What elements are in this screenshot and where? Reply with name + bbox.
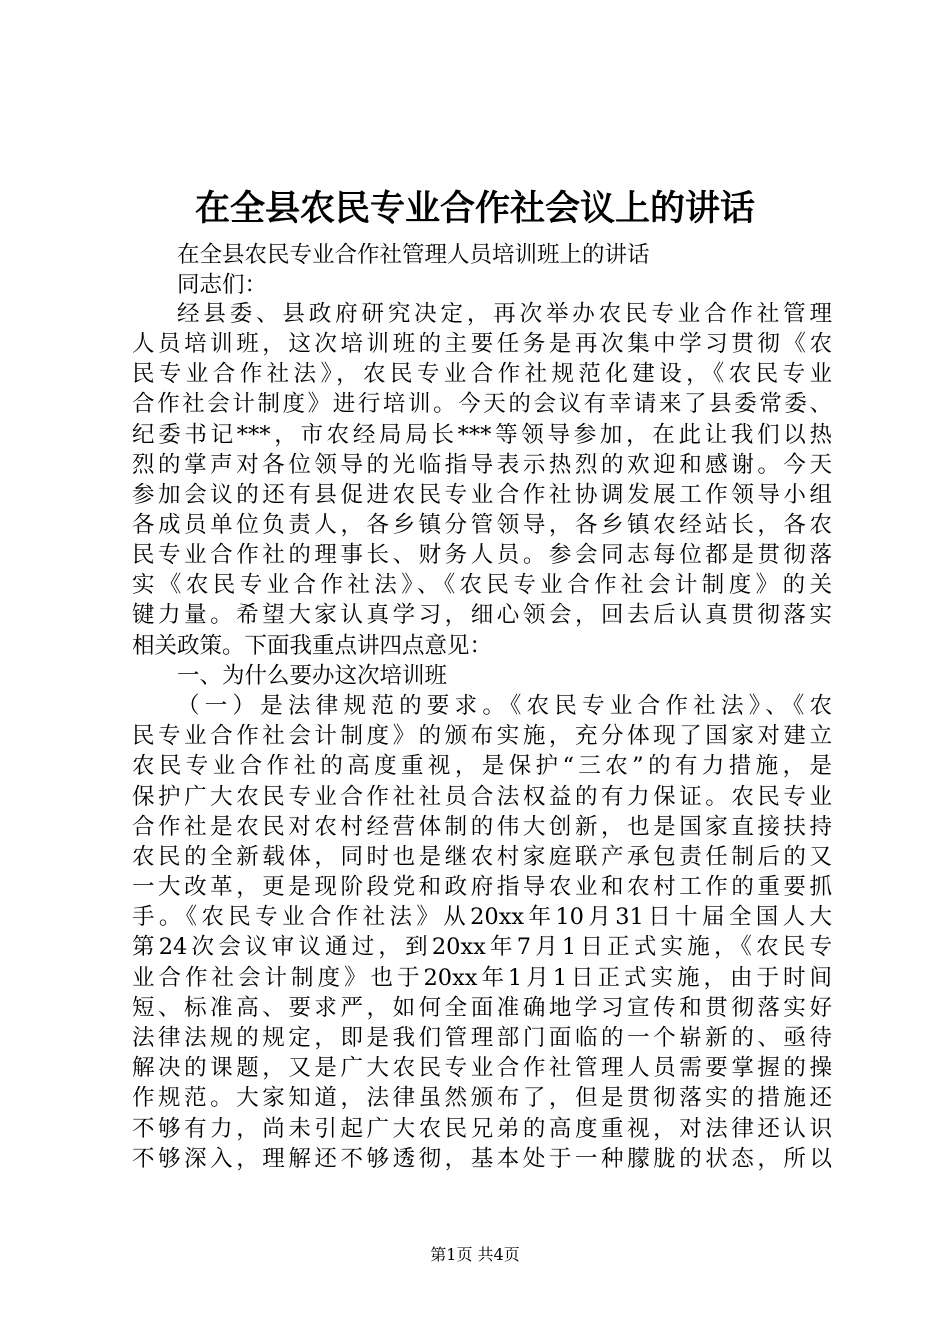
body-line: 一大改革，更是现阶段党和政府指导农业和农村工作的重要抓 xyxy=(132,874,832,900)
body-line: 合作社是农民对农村经营体制的伟大创新，也是国家直接扶持 xyxy=(132,814,832,840)
body-line: 各成员单位负责人，各乡镇分管领导，各乡镇农经站长，各农 xyxy=(132,512,832,538)
body-line: 民专业合作社法》，农民专业合作社规范化建设，《农民专业 xyxy=(132,361,832,387)
body-line: 相关政策。下面我重点讲四点意见： xyxy=(132,633,493,659)
body-line: 键力量。希望大家认真学习，细心领会，回去后认真贯彻落实 xyxy=(132,602,832,628)
body-line: 手。《农民专业合作社法》从20xx年10月31日十届全国人大 xyxy=(132,904,832,930)
body-line: 法律法规的规定，即是我们管理部门面临的一个崭新的、亟待 xyxy=(132,1025,832,1051)
body-line: （一）是法律规范的要求。《农民专业合作社法》、《农 xyxy=(177,693,832,719)
section-heading: 一、为什么要办这次培训班 xyxy=(177,663,448,689)
body-line: 民专业合作社的理事长、财务人员。参会同志每位都是贯彻落 xyxy=(132,542,832,568)
body-line: 实《农民专业合作社法》、《农民专业合作社会计制度》的关 xyxy=(132,572,832,598)
body-line: 农民的全新载体，同时也是继农村家庭联产承包责任制后的又 xyxy=(132,844,832,870)
body-line: 经县委、县政府研究决定，再次举办农民专业合作社管理 xyxy=(177,301,832,327)
body-line: 解决的课题，又是广大农民专业合作社管理人员需要掌握的操 xyxy=(132,1055,832,1081)
body-line: 合作社会计制度》进行培训。今天的会议有幸请来了县委常委、 xyxy=(132,391,832,417)
subtitle-line: 在全县农民专业合作社管理人员培训班上的讲话 xyxy=(177,242,650,268)
page-number: 第1页 共4页 xyxy=(430,1245,520,1264)
body-line: 参加会议的还有县促进农民专业合作社协调发展工作领导小组 xyxy=(132,482,832,508)
body-line: 短、标准高、要求严，如何全面准确地学习宣传和贯彻落实好 xyxy=(132,995,832,1021)
body-line: 农民专业合作社的高度重视，是保护“三农”的有力措施，是 xyxy=(132,753,832,779)
body-line: 作规范。大家知道，法律虽然颁布了，但是贯彻落实的措施还 xyxy=(132,1085,832,1111)
document-title: 在全县农民专业合作社会议上的讲话 xyxy=(194,188,755,229)
body-line: 民专业合作社会计制度》的颁布实施，充分体现了国家对建立 xyxy=(132,723,832,749)
salutation-line: 同志们： xyxy=(177,272,268,298)
body-line: 人员培训班，这次培训班的主要任务是再次集中学习贯彻《农 xyxy=(132,331,832,357)
body-line: 第24次会议审议通过，到20xx年7月1日正式实施，《农民专 xyxy=(132,934,832,960)
body-line: 不够有力，尚未引起广大农民兄弟的高度重视，对法律还认识 xyxy=(132,1116,832,1142)
body-line: 业合作社会计制度》也于20xx年1月1日正式实施，由于时间 xyxy=(132,965,832,991)
body-line: 保护广大农民专业合作社社员合法权益的有力保证。农民专业 xyxy=(132,784,832,810)
body-line: 烈的掌声对各位领导的光临指导表示热烈的欢迎和感谢。今天 xyxy=(132,452,832,478)
body-line: 不够深入，理解还不够透彻，基本处于一种朦胧的状态，所以 xyxy=(132,1146,832,1172)
body-line: 纪委书记***，市农经局局长***等领导参加，在此让我们以热 xyxy=(132,422,832,448)
